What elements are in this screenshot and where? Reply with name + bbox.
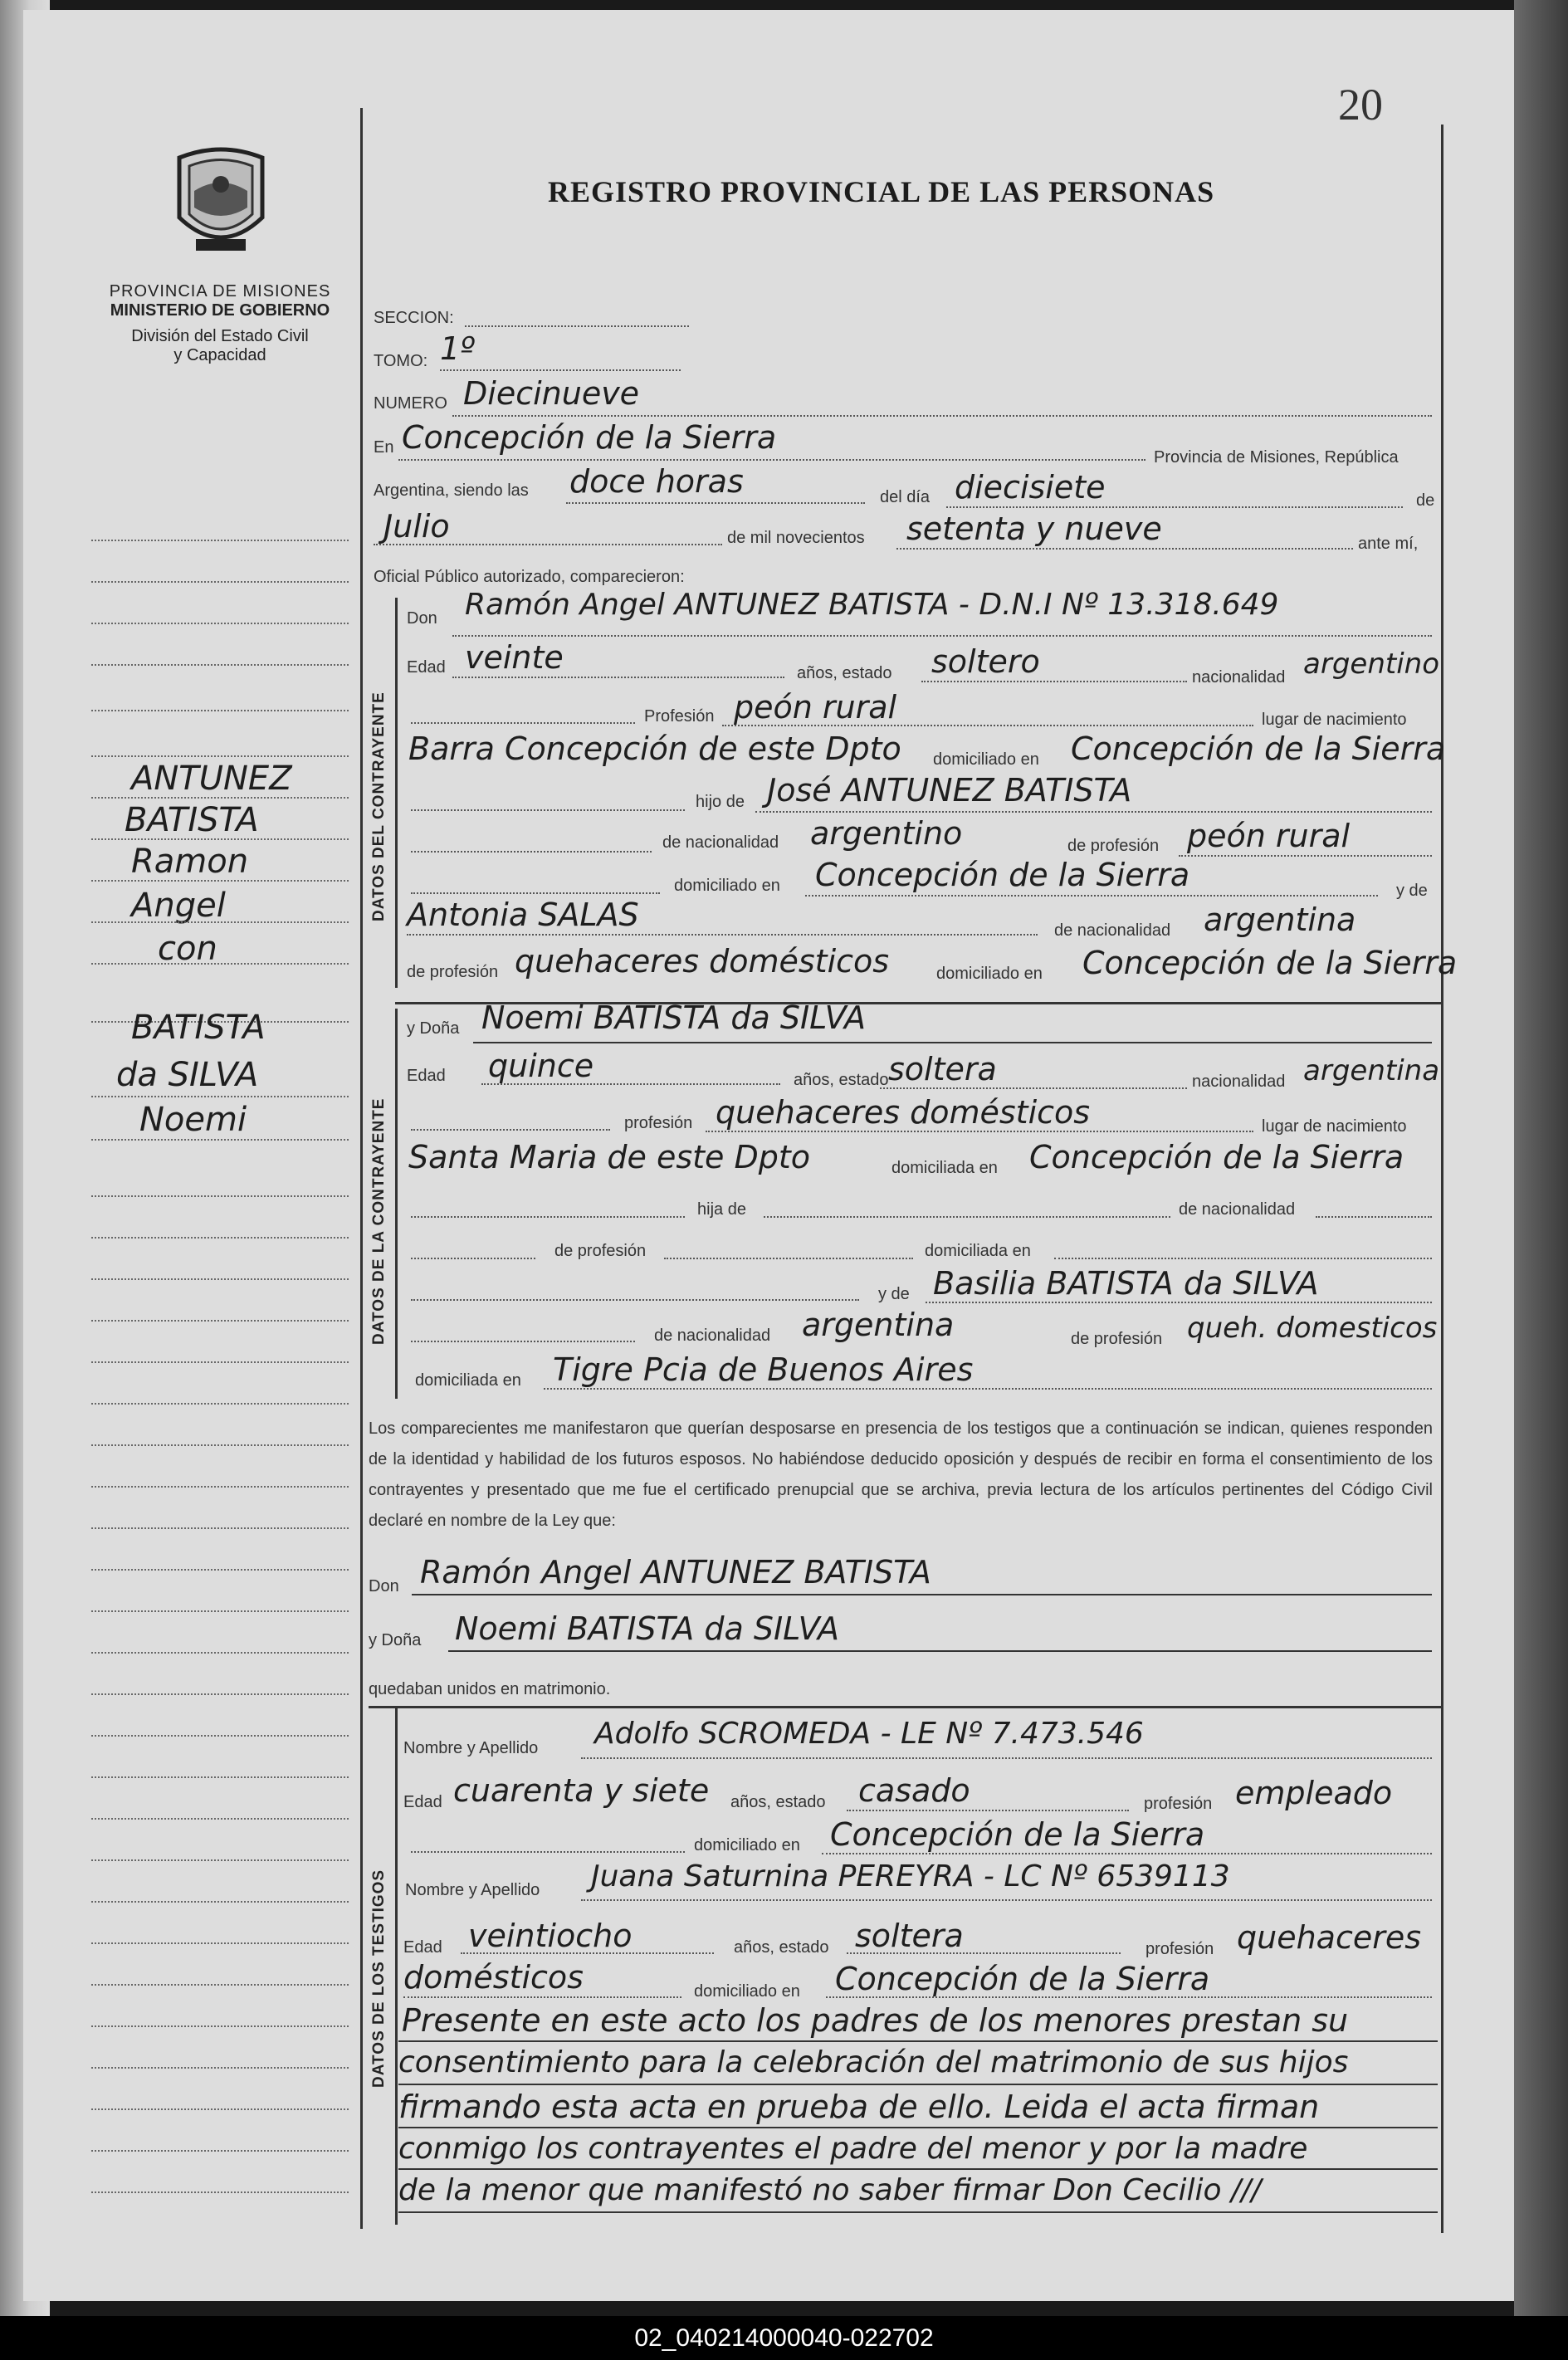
father-pre-nac-line [411, 851, 652, 853]
note-underline-4 [398, 2168, 1438, 2170]
groom-domic-label: domiciliado en [933, 750, 1039, 769]
margin-note-line: BATISTA [125, 801, 259, 839]
t1-estado-line [847, 1810, 1129, 1811]
page-number: 20 [1338, 80, 1383, 129]
bride-mother-line [926, 1302, 1432, 1303]
mother-nac-label: de nacionalidad [1054, 921, 1171, 940]
t1-anos-label: años, estado [730, 1793, 826, 1811]
bride-mother-domic-value: Tigre Pcia de Buenos Aires [553, 1351, 974, 1388]
mother-name-value: Antonia SALAS [407, 897, 639, 933]
mother-nac-value: argentina [1204, 901, 1356, 938]
note-line-1: Presente en este acto los padres de los menores prestan su [402, 2002, 1349, 2039]
bride-domiciliada-line [1054, 1258, 1432, 1259]
father-nac-label: de nacionalidad [662, 833, 779, 852]
margin-line [91, 2025, 349, 2027]
t2-prof2-line [403, 1996, 681, 1998]
bride-lugar-value: Santa Maria de este Dpto [408, 1139, 811, 1175]
t1-pre-domic-line [411, 1851, 685, 1853]
mother-name-line [407, 934, 1038, 936]
seccion-field-line [465, 325, 689, 327]
t2-estado-value: soltera [855, 1918, 964, 1954]
father-pre-domic-line [411, 892, 660, 894]
margin-line [91, 2150, 349, 2152]
note-line-5: de la menor que manifestó no saber firmar Don Cecilio /// [398, 2173, 1262, 2207]
bride-prof-line [664, 1258, 913, 1259]
hour-value: doce horas [569, 463, 744, 500]
place-field-line [398, 459, 1145, 461]
place-value: Concepción de la Sierra [402, 419, 777, 456]
groom-father-value: José ANTUNEZ BATISTA [767, 772, 1132, 809]
tomo-field-line [440, 369, 681, 371]
bride-domicilio-value: Concepción de la Sierra [1029, 1139, 1404, 1175]
t1-name-line [581, 1757, 1432, 1759]
margin-note-line: ANTUNEZ [131, 760, 292, 798]
note-underline-5 [398, 2211, 1438, 2213]
dona-label: y Doña [407, 1019, 460, 1038]
seccion-label: SECCION: [374, 309, 454, 327]
t1-prof-value: empleado [1235, 1775, 1393, 1811]
t2-domic-value: Concepción de la Sierra [835, 1961, 1210, 1997]
groom-nac-label: nacionalidad [1192, 668, 1286, 687]
margin-line [91, 1569, 349, 1571]
groom-father-line [755, 811, 1432, 813]
bride-blank-line [411, 1299, 859, 1301]
don-label: Don [407, 609, 437, 628]
margin-line [91, 581, 349, 583]
bride-pre-profesion-line [411, 1129, 610, 1131]
bride-de-prof-label: de profesión [554, 1242, 647, 1260]
t1-nombre-label: Nombre y Apellido [403, 1739, 539, 1757]
margin-line [91, 1984, 349, 1986]
margin-line [91, 1527, 349, 1529]
father-prof-value: peón rural [1187, 818, 1351, 854]
provincia-label: Provincia de Misiones, República [1154, 448, 1399, 467]
margin-line [91, 1859, 349, 1861]
groom-yde-label: y de [1396, 882, 1428, 900]
oficial-label: Oficial Público autorizado, comparecieron: [374, 568, 685, 586]
groom-hijo-label: hijo de [696, 793, 745, 811]
groom-profesion-line [722, 725, 1253, 726]
bride-mother-domic-label: domiciliada en [415, 1371, 521, 1390]
margin-line [91, 540, 349, 541]
margin-line [91, 963, 349, 965]
bride-hija-line [764, 1216, 1170, 1218]
t2-domic-line [826, 1996, 1432, 1998]
page-title: REGISTRO PROVINCIAL DE LAS PERSONAS [548, 175, 1215, 208]
bride-estado-line [880, 1087, 1187, 1089]
argentina-hora-label: Argentina, siendo las [374, 481, 529, 500]
groom-estado-value: soltero [931, 643, 1040, 680]
groom-pre-profesion-line [411, 722, 635, 724]
org-header [83, 282, 357, 365]
numero-field-line [452, 415, 1432, 417]
bride-anos-label: años, estado [794, 1071, 889, 1089]
contrayente-side-line [395, 598, 398, 988]
groom-lugar-label: lugar de nacimiento [1262, 711, 1407, 729]
note-line-3: firmando esta acta en prueba de ello. Leida el acta firman [398, 2089, 1320, 2125]
margin-line [91, 1361, 349, 1363]
margin-line [91, 1693, 349, 1695]
margin-note-line: da SILVA [116, 1056, 259, 1094]
decl-don-label: Don [369, 1577, 399, 1595]
bride-profesion-line [706, 1131, 1253, 1132]
t2-domic-label: domiciliado en [694, 1982, 800, 2001]
margin-line [91, 1278, 349, 1280]
numero-label: NUMERO [374, 394, 447, 413]
t2-nombre-label: Nombre y Apellido [405, 1881, 540, 1899]
year-value: setenta y nueve [906, 511, 1162, 547]
bride-nacionalidad-value: argentina [1303, 1054, 1440, 1087]
margin-line [91, 1735, 349, 1737]
father-prof-line [1179, 855, 1432, 857]
ante-label: ante mí, [1358, 535, 1419, 553]
right-border-line [1441, 125, 1443, 2233]
bride-domiciliada-label: domiciliada en [925, 1242, 1031, 1260]
t2-name-line [581, 1899, 1432, 1901]
margin-line [91, 710, 349, 711]
day-value: diecisiete [955, 469, 1106, 506]
groom-estado-line [921, 681, 1187, 682]
margin-line [91, 623, 349, 624]
margin-line [91, 1096, 349, 1097]
margin-note-line: Angel [131, 887, 226, 925]
margin-line [91, 1237, 349, 1239]
decl-dona-label: y Doña [369, 1631, 422, 1649]
groom-profesion-value: peón rural [734, 689, 897, 726]
bride-edad-label: Edad [407, 1067, 446, 1085]
t1-domic-value: Concepción de la Sierra [830, 1816, 1205, 1853]
groom-anos-label: años, estado [797, 664, 892, 682]
margin-line [91, 1652, 349, 1654]
margin-line [91, 797, 349, 799]
org-line-division: División del Estado Civil [131, 327, 309, 345]
t1-domic-line [822, 1853, 1432, 1854]
margin-line [91, 1444, 349, 1446]
groom-domicilio-value: Concepción de la Sierra [1071, 730, 1446, 767]
bride-edad-line [481, 1083, 780, 1085]
org-line-province: PROVINCIA DE MISIONES [109, 282, 331, 300]
day-field-line [946, 506, 1403, 508]
margin-note-line: Ramon [131, 843, 249, 881]
mother-domic-label: domiciliado en [936, 965, 1043, 983]
bride-name-value: Noemi BATISTA da SILVA [481, 999, 866, 1036]
note-line-2: consentimiento para la celebración del matrimonio de sus hijos [398, 2045, 1349, 2079]
dia-label: del día [880, 488, 931, 506]
groom-edad-label: Edad [407, 658, 446, 677]
bride-de-nac-label: de nacionalidad [1179, 1200, 1296, 1219]
margin-line [91, 2108, 349, 2110]
bride-mother-prof-value: queh. domesticos [1187, 1312, 1438, 1345]
groom-pre-hijo-line [411, 809, 685, 811]
declaration-text: Los comparecientes me manifestaron que querían desposarse en presencia de los testigos que a continuación se indican, quienes responden de la identidad y habilidad de los futuros esposos. No habiéndose deducido oposición y después de recibir en forma el consentimiento de los contrayentes y presentado que me fue el certificado prenupcial que se archiva, previa lectura de los artículos pertinentes del Código Civil declaré en nombre de la Ley que: [369, 1419, 1433, 1530]
bride-hija-label: hija de [697, 1200, 746, 1219]
note-underline-2 [398, 2084, 1438, 2085]
margin-note-line: BATISTA [131, 1009, 266, 1047]
t2-estado-line [847, 1952, 1121, 1954]
bride-mother-nac-label: de nacionalidad [654, 1327, 771, 1345]
margin-line [91, 1486, 349, 1488]
t2-prof2-value: domésticos [403, 1959, 584, 1996]
en-label: En [374, 438, 394, 457]
de-label: de [1416, 491, 1435, 510]
bride-mother-prof-label: de profesión [1071, 1330, 1163, 1348]
father-domic-line [805, 895, 1378, 897]
bride-profesion-label: profesión [624, 1114, 693, 1132]
tomo-value: 1º [440, 330, 476, 367]
margin-line [91, 1139, 349, 1141]
decl-groom-value: Ramón Angel ANTUNEZ BATISTA [420, 1554, 931, 1590]
groom-lugar-value: Barra Concepción de este Dpto [408, 730, 901, 767]
t1-edad-label: Edad [403, 1793, 442, 1811]
t2-name-value: Juana Saturnina PEREYRA - LC Nº 6539113 [591, 1859, 1230, 1893]
org-line-capacity: y Capacidad [173, 346, 266, 364]
contrayenta-section-label: DATOS DE LA CONTRAYENTE [370, 1097, 388, 1345]
bride-mother-value: Basilia BATISTA da SILVA [933, 1265, 1319, 1302]
margin-line [91, 1942, 349, 1944]
t2-prof-label: profesión [1145, 1940, 1214, 1958]
margin-line [91, 1818, 349, 1820]
margin-line [91, 1195, 349, 1197]
margin-line [91, 1776, 349, 1778]
tomo-label: TOMO: [374, 352, 428, 370]
t1-edad-value: cuarenta y siete [453, 1772, 710, 1809]
testigos-side-line [395, 1706, 398, 2225]
bride-estado-value: soltera [888, 1051, 997, 1087]
margin-line [91, 755, 349, 757]
margin-line [91, 2067, 349, 2069]
bride-mother-pre-nac-line [411, 1341, 635, 1342]
book-right-edge [1514, 0, 1568, 2316]
numero-value: Diecinueve [463, 375, 640, 412]
margin-note-line: con [158, 930, 217, 968]
note-line-4: conmigo los contrayentes el padre del menor y por la madre [398, 2132, 1308, 2166]
misiones-seal-icon [164, 141, 277, 257]
margin-line [91, 1901, 349, 1903]
t2-edad-value: veintiocho [468, 1918, 633, 1954]
t2-edad-line [461, 1952, 714, 1954]
mother-domic-value: Concepción de la Sierra [1082, 945, 1458, 981]
contrayente-section-label: DATOS DEL CONTRAYENTE [370, 691, 388, 921]
t2-edad-label: Edad [403, 1938, 442, 1957]
bride-domic-label: domiciliada en [891, 1159, 998, 1177]
father-domic-value: Concepción de la Sierra [815, 857, 1190, 893]
groom-name-value: Ramón Angel ANTUNEZ BATISTA - D.N.I Nº 13.318.649 [465, 588, 1279, 622]
groom-edad-line [452, 677, 784, 678]
margin-line [91, 838, 349, 840]
contrayenta-side-line [395, 1009, 398, 1399]
decl-bride-line [448, 1650, 1432, 1652]
bride-edad-value: quince [488, 1048, 594, 1084]
margin-line [91, 921, 349, 923]
t1-domic-label: domiciliado en [694, 1836, 800, 1854]
margin-line [91, 664, 349, 666]
scan-footer-id: 02_040214000040-022702 [0, 2316, 1568, 2360]
father-prof-label: de profesión [1067, 837, 1160, 855]
groom-edad-value: veinte [465, 639, 564, 676]
bride-nac-label: nacionalidad [1192, 1073, 1286, 1091]
bride-pre-prof-line [411, 1258, 535, 1259]
hour-field-line [566, 502, 865, 504]
org-line-ministry: MINISTERIO DE GOBIERNO [110, 301, 330, 320]
decl-groom-line [412, 1594, 1432, 1595]
mother-prof-label: de profesión [407, 963, 499, 981]
groom-profesion-label: Profesión [644, 707, 715, 726]
t1-name-value: Adolfo SCROMEDA - LE Nº 7.473.546 [594, 1717, 1144, 1751]
t2-anos-label: años, estado [734, 1938, 829, 1957]
father-nac-value: argentino [810, 815, 963, 852]
bride-mother-nac-value: argentina [802, 1307, 955, 1343]
mother-prof-value: quehaceres domésticos [515, 943, 890, 980]
t1-prof-label: profesión [1144, 1795, 1213, 1813]
margin-line [91, 1610, 349, 1612]
groom-name-line [452, 635, 1432, 637]
testigos-section-label: DATOS DE LOS TESTIGOS [370, 1869, 388, 2088]
year-field-line [896, 548, 1353, 550]
bride-pre-hija-line [411, 1216, 685, 1218]
margin-line [91, 1320, 349, 1322]
decl-bride-value: Noemi BATISTA da SILVA [455, 1610, 839, 1647]
t2-prof-value: quehaceres [1237, 1919, 1422, 1956]
mil-novecientos-label: de mil novecientos [727, 529, 865, 547]
month-value: Julio [383, 508, 450, 545]
month-field-line [374, 544, 722, 545]
groom-nacionalidad-value: argentino [1303, 647, 1439, 681]
t1-estado-value: casado [858, 1772, 970, 1809]
bride-lugar-label: lugar de nacimiento [1262, 1117, 1407, 1136]
note-underline-3 [398, 2127, 1438, 2128]
divider-testigos [369, 1706, 1441, 1708]
bride-mother-domic-line [544, 1388, 1432, 1390]
margin-line [91, 880, 349, 882]
decl-closing: quedaban unidos en matrimonio. [369, 1680, 611, 1698]
father-domic-label: domiciliado en [674, 877, 780, 895]
margin-line [91, 1403, 349, 1405]
margin-note-line: Noemi [139, 1101, 247, 1139]
margin-line [91, 2191, 349, 2193]
left-border-line [360, 108, 363, 2229]
bride-name-line [473, 1042, 1432, 1043]
bride-profesion-value: quehaceres domésticos [716, 1094, 1091, 1131]
note-underline-1 [398, 2040, 1438, 2042]
bride-nac-line [1316, 1216, 1432, 1218]
bride-yde-label: y de [878, 1285, 910, 1303]
